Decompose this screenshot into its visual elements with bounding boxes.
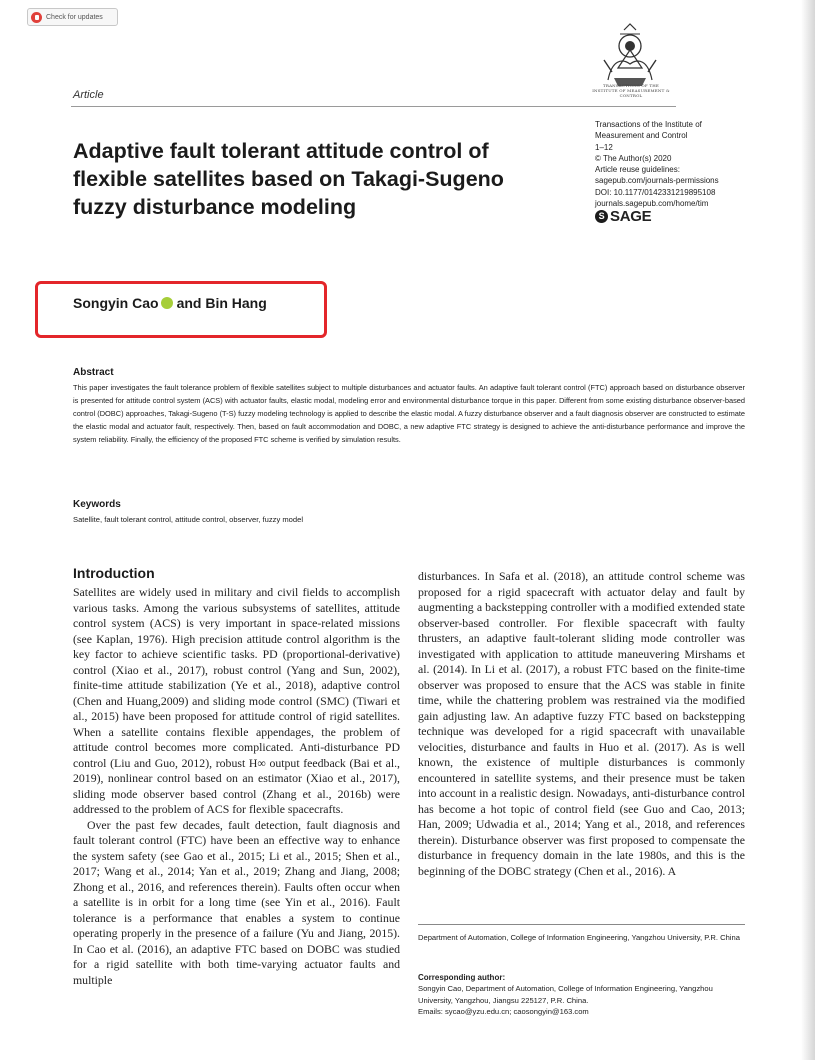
paper-title: Adaptive fault tolerant attitude control of flexible satellites based on Takagi-Sugeno fuzzy disturbance modeling: [73, 139, 504, 219]
author-line: [73, 295, 267, 311]
logo-caption: TRANSACTIONS OF THE INSTITUTE OF MEASUREMENT & CONTROL: [592, 83, 670, 98]
sage-wordmark: SAGE: [610, 208, 652, 226]
sage-logo: [595, 208, 795, 226]
abstract-heading: Abstract: [73, 367, 114, 378]
crossmark-icon: [31, 12, 42, 23]
keywords-heading: Keywords: [73, 499, 121, 510]
page-edge-shadow: [801, 0, 815, 1060]
check-for-updates-button[interactable]: [27, 8, 118, 26]
intro-paragraph-1: Satellites are widely used in military and civil fields to accomplish various tasks. Among the various subsystems of satellites, attitude control system (ACS) is very important in space-related missions (see Kaplan, 1976). High precision attitude control algorithm is the key factor to achieve scientific tasks. PD (proportional-derivative) control (Xiao et al., 2017), robust control (Yang and Sun, 2002), finite-time attitude stabilization (Ye et al., 2018), adaptive control (Chen and Huang,2009) and sliding mode control (SMC) (Tiwari et al., 2015) have been proposed for attitude control of rigid satellites. When a satellite contains flexible appendages, the problem of attitude control becomes more complicated. Anti-disturbance PD control (Liu and Guo, 2012), robust H∞ output feedback (Bai et al., 2019), nonlinear control based on an estimator (Xiao et al., 2017), sliding mode observer based control (Zhang et al., 2016b) were addressed to the problem of ACS for flexible spacecrafts.: [73, 585, 400, 816]
introduction-heading: Introduction: [73, 565, 155, 581]
author-1-name[interactable]: Songyin Cao: [73, 295, 159, 311]
reuse-link[interactable]: sagepub.com/journals-permissions: [595, 176, 719, 186]
journal-meta: [595, 119, 795, 226]
keywords-text: Satellite, fault tolerant control, attitude control, observer, fuzzy model: [73, 515, 304, 524]
corresponding-author-address: Songyin Cao, Department of Automation, College of Information Engineering, Yangzhou University, Yangzhou, Jiangsu 225127, P.R. China.: [418, 984, 713, 1005]
copyright: © The Author(s) 2020: [595, 153, 672, 163]
body-column-right: [418, 569, 745, 879]
article-type-label: Article: [73, 89, 104, 101]
sage-mark-icon: S: [595, 210, 608, 223]
journal-home-link[interactable]: journals.sagepub.com/home/tim: [595, 199, 709, 209]
header-divider: [71, 106, 676, 107]
journal-name-line1: Transactions of the Institute of: [595, 120, 702, 129]
abstract-text: This paper investigates the fault tolerance problem of flexible satellites subject to multiple disturbances and actuator faults. An adaptive fault tolerant control (FTC) approach based on disturbance observer is presented for attitude control system (ACS) with actuator faults, elastic modal, modeling error and environmental disturbance torque in this paper. Different from some existing disturbance observer-based control (DOBC) approaches, Takagi-Sugeno (T-S) fuzzy modeling technology is applied to describe the elastic modal. A fuzzy disturbance observer and a fault diagnosis observer are constructed to estimate the elastic modal and actuator fault, respectively. Then, based on fault accommodation and DOBC, a new adaptive FTC strategy is designed to achieve the anti-disturbance performance and improve the system reliability. Finally, the efficiency of the proposed FTC scheme is verified by simulation results.: [73, 383, 745, 445]
doi-link[interactable]: DOI: 10.1177/0142331219895108: [595, 187, 716, 197]
corresponding-author-footnote: [418, 972, 748, 1017]
corresponding-author-emails[interactable]: Emails: sycao@yzu.edu.cn; caosongyin@163.com: [418, 1006, 589, 1016]
reuse-label: Article reuse guidelines:: [595, 165, 680, 175]
corresponding-author-heading: Corresponding author:: [418, 973, 506, 982]
footnote-divider: [418, 924, 745, 925]
page-range: 1–12: [595, 142, 613, 152]
intro-paragraph-2: Over the past few decades, fault detection, fault diagnosis and fault tolerant control (FTC) have been an effective way to enhance the system safety (see Gao et al., 2015; Li et al., 2015; Shen et al., 2017; Wang et al., 2014; Yan et al., 2019; Zhang and Jiang, 2008; Zhong et al., 2016, and references therein). Faults often occur when a satellite is in orbit for a long time (see Yin et al., 2016). Fault tolerance is a performance that enables a system to continue operating properly in the presence of a failure (Yu and Jiang, 2015). In Cao et al. (2016), an adaptive FTC based on DOBC was studied for a rigid satellite with both time-varying actuator faults and multiple: [73, 817, 400, 987]
intro-paragraph-3: disturbances. In Safa et al. (2018), an attitude control scheme was proposed for a rigid spacecraft with actuator delay and fault by augmenting a backstepping controller with a modified extended state observer-based controller. For flexible spacecraft with faulty thrusters, an adaptive fault-tolerant sliding mode controller was investigated with application to attitude maneuvering Mirshams et al. (2014). In Li et al. (2017), a robust FTC based on the finite-time observer was proposed to ensure that the ACS was stable in finite time, while the chattering problem was restrained via the modified gain adjusting law. An adaptive fuzzy FTC based on backstepping technique was developed for a rigid spacecraft with unavailable velocities, disturbance and faults in Huo et al. (2017). As is well known, the existence of multiple disturbances is commonly encountered in satellite systems, and their presence must be taken into account in a realistic design. Nowadays, anti-disturbance control has become a hot topic of control field (see Guo and Cao, 2013; Han, 2009; Udwadia et al., 2014; Yang et al., 2018, and references therein). Disturbance observer was first proposed to compensate the disturbance in frequency domain in the late 1980s, and this is the beginning of the DOBC strategy (Chen et al., 2016). A: [418, 569, 745, 878]
orcid-icon[interactable]: [161, 297, 173, 309]
affiliation-footnote: Department of Automation, College of Information Engineering, Yangzhou University, P.R. China: [418, 933, 740, 942]
author-2-name[interactable]: and Bin Hang: [176, 295, 267, 311]
journal-name-line2: Measurement and Control: [595, 131, 688, 141]
body-column-left: [73, 585, 400, 988]
check-for-updates-label: Check for updates: [46, 13, 103, 21]
